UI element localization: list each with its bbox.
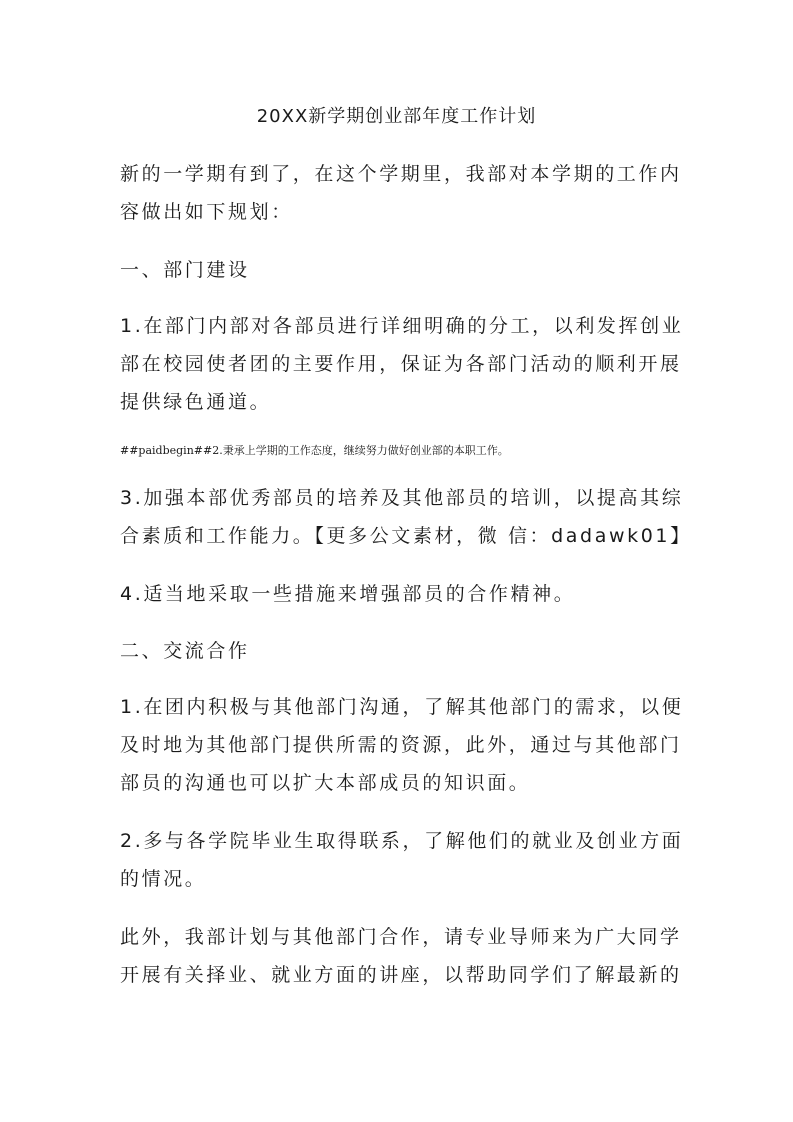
list-item-coop-1 <box>120 688 684 802</box>
paragraph-line: 3.加强本部优秀部员的培养及其他部员的培训，以提高其综 <box>120 487 684 509</box>
paragraph-line: 提供绿色通道。 <box>120 391 272 413</box>
heading-text: 二、交流合作 <box>120 640 250 662</box>
paragraph-line: 4.适当地采取一些措施来增强部员的合作精神。 <box>120 583 576 605</box>
paragraph-line: 合素质和工作能力。【更多公文素材，微 信：dadawk01】 <box>120 525 692 547</box>
paragraph-line: 新的一学期有到了，在这个学期里，我部对本学期的工作内 <box>120 163 682 185</box>
section-heading-department <box>120 251 680 289</box>
intro-paragraph <box>120 155 680 231</box>
list-item-dept-4 <box>120 575 680 613</box>
document-title: 20XX新学期创业部年度工作计划 <box>256 106 537 127</box>
closing-paragraph <box>120 918 680 994</box>
paragraph-line: 1.在团内积极与其他部门沟通，了解其他部门的需求，以便 <box>120 696 684 718</box>
paragraph-line: 容做出如下规划： <box>120 201 293 223</box>
paragraph-line: 部员的沟通也可以扩大本部成员的知识面。 <box>120 772 531 794</box>
list-item-dept-1 <box>120 307 684 421</box>
paragraph-line: 2.多与各学院毕业生取得联系，了解他们的就业及创业方面 <box>120 830 684 852</box>
paragraph-line: 1.在部门内部对各部员进行详细明确的分工，以利发挥创业 <box>120 315 684 337</box>
paragraph-line: 开展有关择业、就业方面的讲座，以帮助同学们了解最新的 <box>120 964 682 986</box>
list-item-coop-2 <box>120 822 684 898</box>
list-item-dept-3 <box>120 479 692 555</box>
list-item-dept-2: ##paidbegin##2.秉承上学期的工作态度，继续努力做好创业部的本职工作。 <box>120 444 509 457</box>
paragraph-line: 此外，我部计划与其他部门合作，请专业导师来为广大同学 <box>120 926 682 948</box>
paragraph-line: 部在校园使者团的主要作用，保证为各部门活动的顺利开展 <box>120 353 682 375</box>
paragraph-line: 及时地为其他部门提供所需的资源，此外，通过与其他部门 <box>120 734 682 756</box>
heading-text: 一、部门建设 <box>120 259 250 281</box>
paragraph-line: 的情况。 <box>120 868 207 890</box>
section-heading-cooperation <box>120 632 680 670</box>
